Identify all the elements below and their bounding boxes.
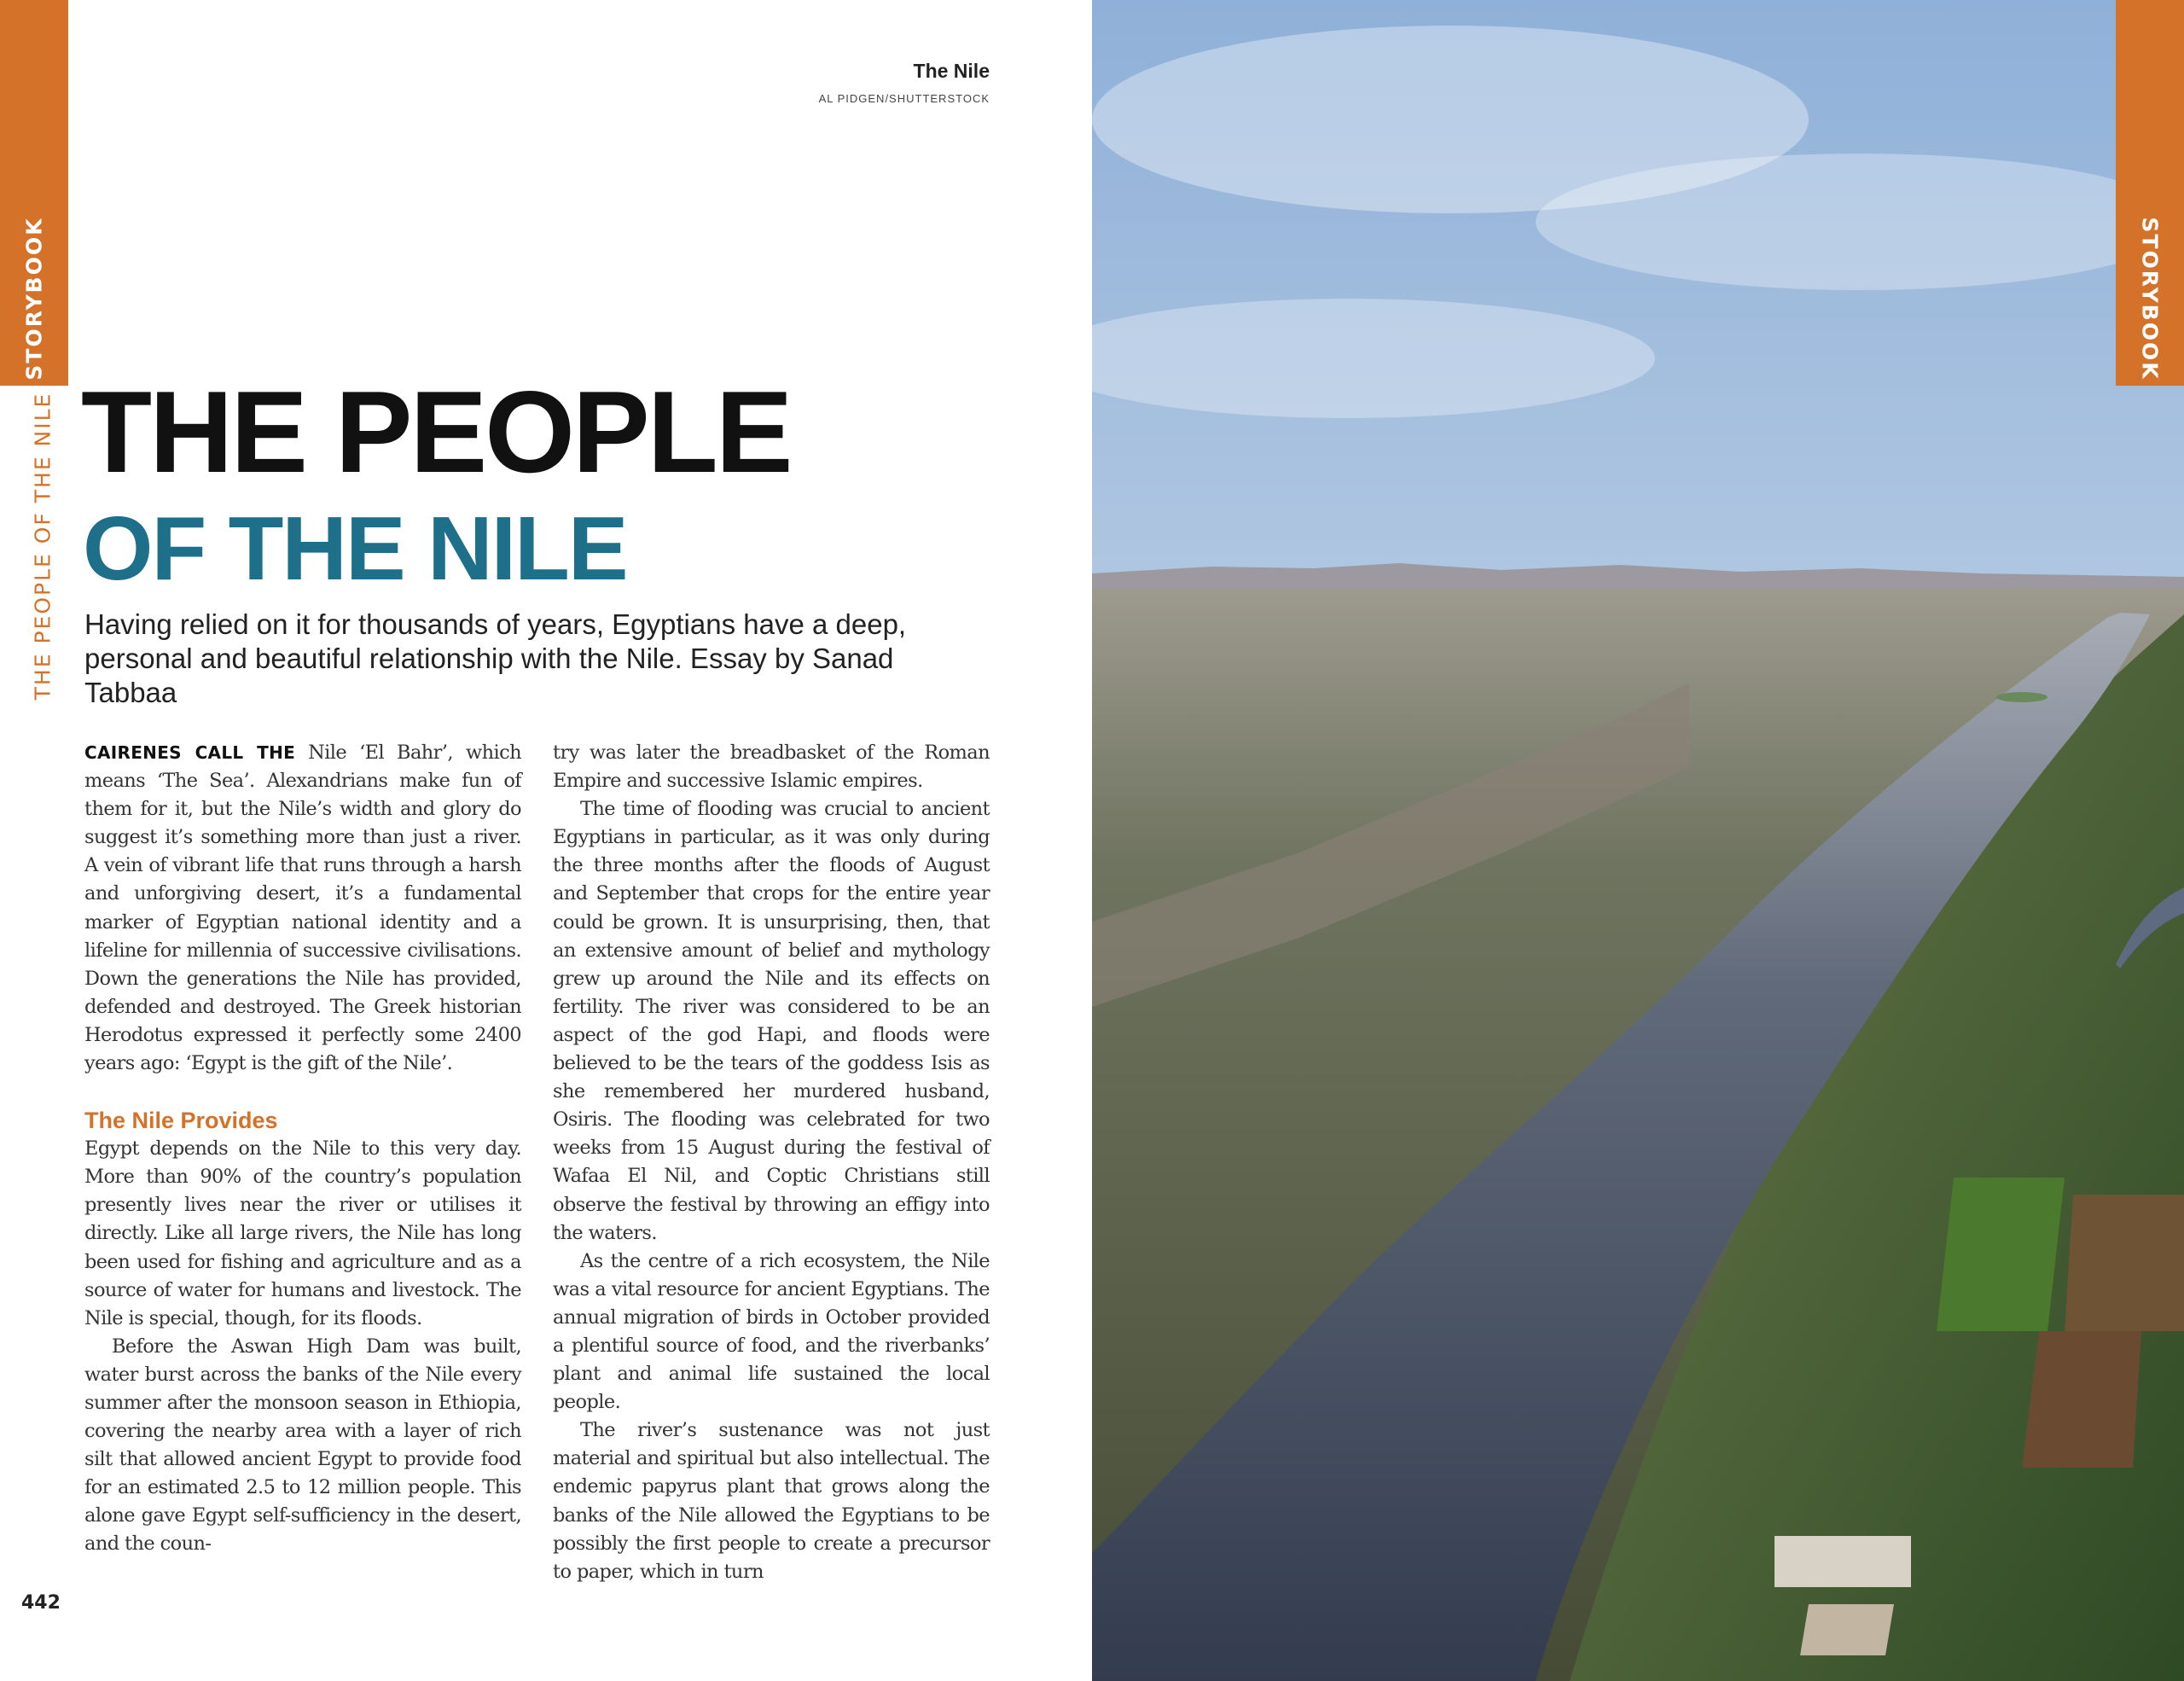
building xyxy=(1800,1604,1894,1655)
headline-line-1: THE PEOPLE xyxy=(81,367,791,497)
paragraph: As the centre of a rich ecosystem, the Nile was a vital resource for ancient Egyptians. The annual migration of birds in October provided a plentiful source of food, and the riverbanks’ plant and animal life sustained the local people. xyxy=(553,1249,990,1414)
field xyxy=(2022,1331,2141,1468)
building xyxy=(1774,1536,1911,1587)
body-column-2 xyxy=(553,739,990,1586)
right-page xyxy=(1092,0,2184,1681)
subheading: The Nile Provides xyxy=(84,1108,278,1134)
river-island xyxy=(1996,692,2048,702)
paragraph: try was later the breadbasket of the Roman Empire and successive Islamic empires. xyxy=(553,742,990,793)
paragraph xyxy=(84,739,521,1078)
paragraph: Before the Aswan High Dam was built, water burst across the banks of the Nile every summer after the monsoon season in Ethiopia, covering the nearby area with a layer of rich silt that allowed ancient Egypt to provide food for an estimated 2.5 to 12 million people. This alone gave Egypt self-sufficiency in the desert, and the coun- xyxy=(84,1335,521,1556)
paragraph-text: Nile ‘El Bahr’, which means ‘The Sea’. Alexandrians make fun of them for it, but the Nile’s width and glory do suggest it’s something more than just a river. A vein of vibrant life that runs through a harsh and unforgiving desert, it’s a fundamental marker of Egyptian national identity and a lifeline for millennia of successive civilisations. Down the generations the Nile has provided, defended and destroyed. The Greek historian Herodotus expressed it perfectly some 2400 years ago: ‘Egypt is the gift of the Nile’. xyxy=(84,742,521,1075)
body-column-1 xyxy=(84,739,521,1559)
headline-line-2: OF THE NILE xyxy=(83,498,627,599)
side-running-title: THE PEOPLE OF THE NILE xyxy=(30,392,55,701)
section-tab-label: STORYBOOK xyxy=(21,217,47,381)
paragraph: Egypt depends on the Nile to this very day. More than 90% of the country’s population presently lives near the river or utilises it directly. Like all large rivers, the Nile has long been used for fishing and agriculture and as a source of water for humans and livestock. The Nile is special, though, for its floods. xyxy=(84,1137,521,1329)
nile-aerial-photo xyxy=(1092,0,2184,1681)
paragraph: The river’s sustenance was not just material and spiritual but also intellectual. The endemic papyrus plant that grows along the banks of the Nile allowed the Egyptians to be possibly the first people to create a precursor to paper, which in turn xyxy=(553,1419,990,1583)
page-number: 442 xyxy=(21,1592,61,1614)
paragraph: The time of flooding was crucial to ancient Egyptians in particular, as it was only during the three months after the floods of August and September that crops for the entire year could be grown. It is unsurprising, then, that an extensive amount of belief and mythology grew up around the Nile and its effects on fertility. The river was considered to be an aspect of the god Hapi, and floods were believed to be the tears of the goddess Isis as she remembered her murdered husband, Osiris. The flooding was celebrated for two weeks from 15 August during the festival of Wafaa El Nil, and Coptic Christians still observe the festival by throwing an effigy into the waters. xyxy=(553,798,990,1244)
photo-credit: AL PIDGEN/SHUTTERSTOCK xyxy=(818,92,990,105)
field xyxy=(1937,1178,2065,1331)
run-in-lead: CAIRENES CALL THE xyxy=(84,742,296,763)
section-tab-right xyxy=(2116,0,2184,386)
photo-caption-title: The Nile xyxy=(913,60,990,82)
field xyxy=(2065,1195,2184,1331)
standfirst: Having relied on it for thousands of years, Egyptians have a deep, personal and beautiful relationship with the Nile. Essay by Sanad Tabbaa xyxy=(84,608,907,708)
section-tab-left xyxy=(0,0,68,386)
cloud xyxy=(1536,154,2184,290)
section-tab-label: STORYBOOK xyxy=(2137,217,2163,381)
